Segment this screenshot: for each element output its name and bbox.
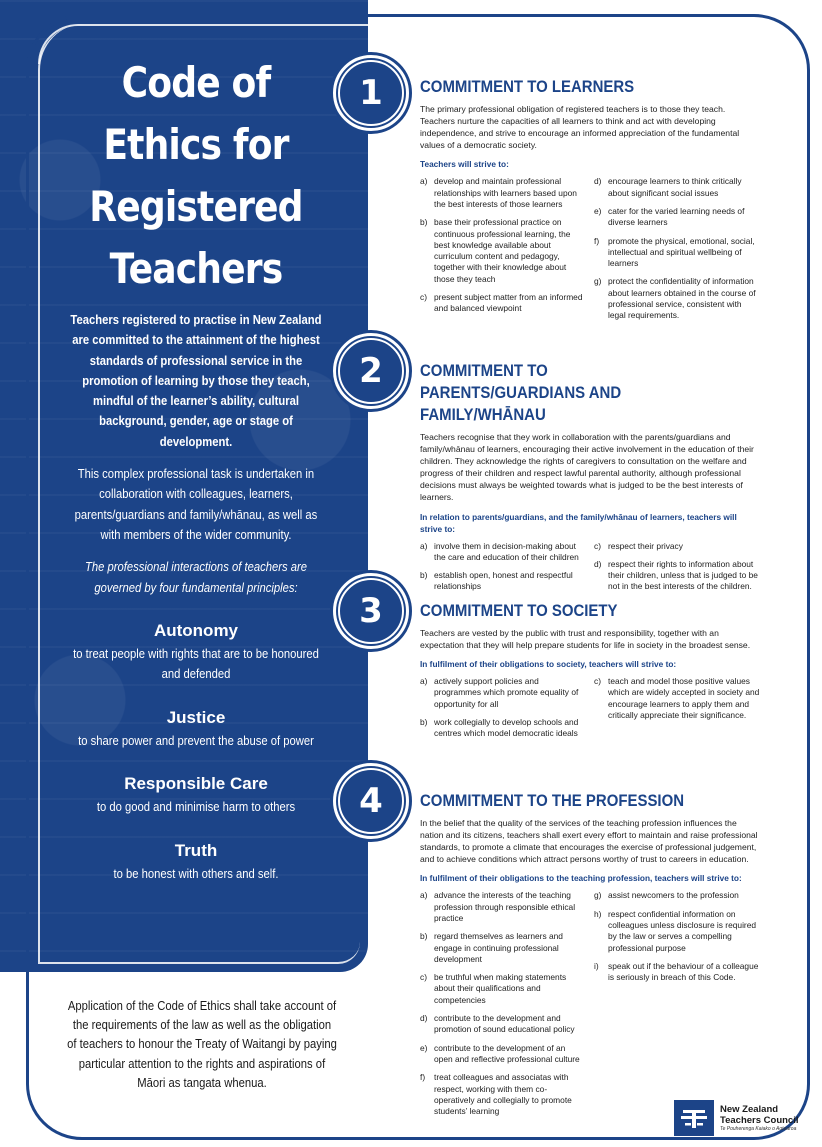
principle-desc: to do good and minimise harm to others xyxy=(96,800,296,815)
list-item xyxy=(594,176,760,199)
principle-truth xyxy=(56,840,336,885)
items-column-right xyxy=(594,541,760,600)
intro-bold-paragraph: Teachers registered to practise in New Zealand are committed to the attainment of the highest standards of professional service in the promotion of learning by those they teach, mindful of the learner’s ability, cultural background, gender, age or stage of development. xyxy=(70,313,322,449)
list-item xyxy=(594,909,760,954)
items-column-right xyxy=(594,890,760,1124)
item-text: contribute to the development of an open and reflective professional culture xyxy=(434,1042,580,1064)
principles-intro: The professional interactions of teachers are governed by four fundamental principles: xyxy=(84,560,307,595)
list-item xyxy=(420,292,586,315)
item-letter: c) xyxy=(420,972,427,983)
item-letter: b) xyxy=(420,717,428,728)
item-text: develop and maintain professional relationships with learners based upon the best interests of those learners xyxy=(434,176,577,209)
items-column-left xyxy=(420,176,586,328)
left-column xyxy=(56,52,336,884)
list-item xyxy=(594,676,760,721)
list-item xyxy=(420,176,586,210)
section-title: COMMITMENT TO SOCIETY xyxy=(420,601,618,620)
items-column-right xyxy=(594,176,760,328)
item-letter: c) xyxy=(420,292,427,303)
item-letter: e) xyxy=(420,1042,428,1053)
section-strive-heading: In fulfilment of their obligations to the teaching profession, teachers will strive to: xyxy=(420,873,742,884)
item-letter: b) xyxy=(420,931,428,942)
list-item xyxy=(420,931,586,965)
list-item xyxy=(594,961,760,984)
title-line: Teachers xyxy=(109,244,283,293)
item-letter: h) xyxy=(594,908,602,919)
page-title xyxy=(76,52,317,302)
list-item xyxy=(594,236,760,270)
item-text: base their professional practice on continuous professional learning, the best knowledge available about curriculum content and pedagogy, together with their knowledge about those they teach xyxy=(434,217,571,284)
item-text: speak out if the behaviour of a colleague is seriously in breach of this Code. xyxy=(608,960,759,983)
title-line: Ethics for xyxy=(103,120,289,169)
items-column-left xyxy=(420,541,586,600)
logo-line-1: New Zealand xyxy=(720,1103,779,1115)
item-text: assist newcomers to the profession xyxy=(608,890,739,901)
item-text: respect their privacy xyxy=(608,540,683,551)
item-letter: i) xyxy=(594,960,599,971)
section-body xyxy=(420,76,760,329)
item-text: be truthful when making statements about their qualifications and competencies xyxy=(434,972,567,1005)
section-title: COMMITMENT TO PARENTS/GUARDIANS AND FAMILY/WHĀNAU xyxy=(420,361,622,424)
list-item xyxy=(420,1013,586,1036)
item-text: teach and model those positive values which are widely accepted in society and encourage learners to apply them and critically appreciate their significance. xyxy=(608,676,760,721)
list-item xyxy=(420,676,586,710)
section-strive-heading: In relation to parents/guardians, and the family/whānau of learners, teachers will strive to: xyxy=(420,511,737,534)
item-letter: d) xyxy=(420,1013,428,1024)
section-items xyxy=(420,541,760,600)
section-strive-heading: In fulfilment of their obligations to society, teachers will strive to: xyxy=(420,659,677,670)
intro-paragraph: This complex professional task is undertaken in collaboration with colleagues, learners, parents/guardians and family/whānau, as well as with members of the wider community. xyxy=(74,467,318,542)
item-letter: f) xyxy=(594,235,600,246)
item-letter: d) xyxy=(594,558,602,569)
section-body xyxy=(420,790,760,1124)
section-items xyxy=(420,676,760,746)
section-number-badge xyxy=(330,760,412,842)
logo-text xyxy=(720,1104,799,1133)
section-number: 3 xyxy=(338,578,404,644)
section-number-badge xyxy=(330,52,412,134)
section-number: 1 xyxy=(338,60,404,126)
section-title: COMMITMENT TO LEARNERS xyxy=(420,77,635,96)
list-item xyxy=(420,1043,586,1066)
principle-name: Autonomy xyxy=(153,620,239,640)
item-text: respect confidential information on colleagues unless disclosure is required by the law or serves a compelling professional purpose xyxy=(608,908,757,953)
section-items xyxy=(420,176,760,328)
section-strive-heading: Teachers will strive to: xyxy=(420,159,509,170)
logo-line-2: Teachers Council xyxy=(720,1114,799,1126)
item-text: encourage learners to think critically about significant social issues xyxy=(608,176,742,198)
section-intro: Teachers recognise that they work in collaboration with the parents/guardians and family/whānau of learners, encouraging their active involvement in the education of their children. They acknowledge the rights of caregivers to consultation on the welfare and progress of their children and respect lawful parental authority, although professional decisions must always be weighted towards what is judged to be the best interests of learners. xyxy=(420,432,754,503)
list-item xyxy=(594,890,760,901)
principle-desc: to share power and prevent the abuse of power xyxy=(78,733,314,748)
item-text: regard themselves as learners and engage in continuing professional development xyxy=(434,931,563,964)
item-text: establish open, honest and respectful relationships xyxy=(434,570,573,592)
item-text: involve them in decision-making about the care and education of their children xyxy=(434,540,579,562)
list-item xyxy=(420,717,586,740)
section-items xyxy=(420,890,760,1124)
list-item xyxy=(594,541,760,552)
title-line: Code of xyxy=(121,58,271,107)
items-column-left xyxy=(420,890,586,1124)
principle-desc: to be honest with others and self. xyxy=(113,866,279,881)
section-intro: The primary professional obligation of registered teachers is to those they teach. Teachers nurture the capacities of all learners to think and act with developing independence, and strive to encourage an informed appreciation of the fundamental values of a democratic society. xyxy=(420,104,740,151)
principle-autonomy xyxy=(56,620,336,685)
item-text: protect the confidentiality of information about learners obtained in the course of professional service, consistent with legal requirements. xyxy=(608,276,756,321)
section-number-badge xyxy=(330,330,412,412)
item-letter: b) xyxy=(420,217,428,228)
title-line: Registered xyxy=(89,182,303,231)
item-text: work collegially to develop schools and centres which model democratic ideals xyxy=(434,717,579,739)
principle-desc: to treat people with rights that are to be honoured and defended xyxy=(73,646,319,682)
list-item xyxy=(420,570,586,593)
item-letter: b) xyxy=(420,570,428,581)
treaty-note: Application of the Code of Ethics shall take account of the requirements of the law as well as the obligation of teachers to honour the Treaty of Waitangi by paying particular attention to the rights and aspirations of Māori as tangata whenua. xyxy=(67,999,337,1090)
list-item xyxy=(420,1072,586,1117)
item-letter: d) xyxy=(594,176,602,187)
item-text: advance the interests of the teaching profession through responsible ethical practice xyxy=(434,890,576,923)
section-body xyxy=(420,360,760,600)
section-body xyxy=(420,600,760,747)
item-letter: f) xyxy=(420,1072,426,1083)
item-text: contribute to the development and promotion of sound educational policy xyxy=(434,1013,575,1035)
item-text: respect their rights to information about their children, unless that is judged to be not in the best interests of the children. xyxy=(608,558,758,592)
item-text: treat colleagues and associatas with respect, working with them co-operatively and collegially to promote students’ learning xyxy=(434,1072,572,1117)
items-column-left xyxy=(420,676,586,746)
list-item xyxy=(420,217,586,285)
item-letter: e) xyxy=(594,205,602,216)
council-emblem-icon xyxy=(674,1100,714,1136)
emblem-glyph-icon xyxy=(679,1105,709,1131)
section-intro: Teachers are vested by the public with trust and responsibility, together with an expectation that they will help prepare students for life in society in the broadest sense. xyxy=(420,628,751,651)
principle-name: Truth xyxy=(174,840,218,860)
list-item xyxy=(594,206,760,229)
item-letter: a) xyxy=(420,890,428,901)
list-item xyxy=(420,972,586,1006)
section-intro: In the belief that the quality of the services of the teaching profession influences the nation and its citizens, teachers shall exert every effort to maintain and raise professional standards, to promote a climate that encourages the exercise of professional judgement, and to achieve conditions which attract persons worthy of trust to careers in education. xyxy=(420,818,758,865)
section-number: 4 xyxy=(338,768,404,834)
list-item xyxy=(420,890,586,924)
logo-line-3: Te Pouherenga Kaiako o Aotearoa xyxy=(720,1125,797,1132)
item-letter: c) xyxy=(594,540,601,551)
item-letter: a) xyxy=(420,676,428,687)
principle-name: Responsible Care xyxy=(124,774,268,794)
items-column-right xyxy=(594,676,760,746)
principle-responsible-care xyxy=(56,773,336,818)
item-letter: a) xyxy=(420,176,428,187)
list-item xyxy=(594,276,760,321)
item-text: cater for the varied learning needs of diverse learners xyxy=(608,205,745,228)
item-letter: a) xyxy=(420,540,428,551)
item-text: present subject matter from an informed and balanced viewpoint xyxy=(434,292,583,314)
item-letter: g) xyxy=(594,276,602,287)
item-text: promote the physical, emotional, social, intellectual and spiritual wellbeing of learners xyxy=(608,235,755,269)
principle-name: Justice xyxy=(166,707,226,727)
item-letter: c) xyxy=(594,676,601,687)
list-item xyxy=(594,559,760,593)
item-letter: g) xyxy=(594,890,602,901)
principle-justice xyxy=(56,707,336,752)
section-number-badge xyxy=(330,570,412,652)
teachers-council-logo xyxy=(674,1100,799,1136)
section-number: 2 xyxy=(338,338,404,404)
list-item xyxy=(420,541,586,564)
section-title: COMMITMENT TO THE PROFESSION xyxy=(420,791,685,810)
item-text: actively support policies and programmes which promote equality of opportunity for all xyxy=(434,676,579,709)
